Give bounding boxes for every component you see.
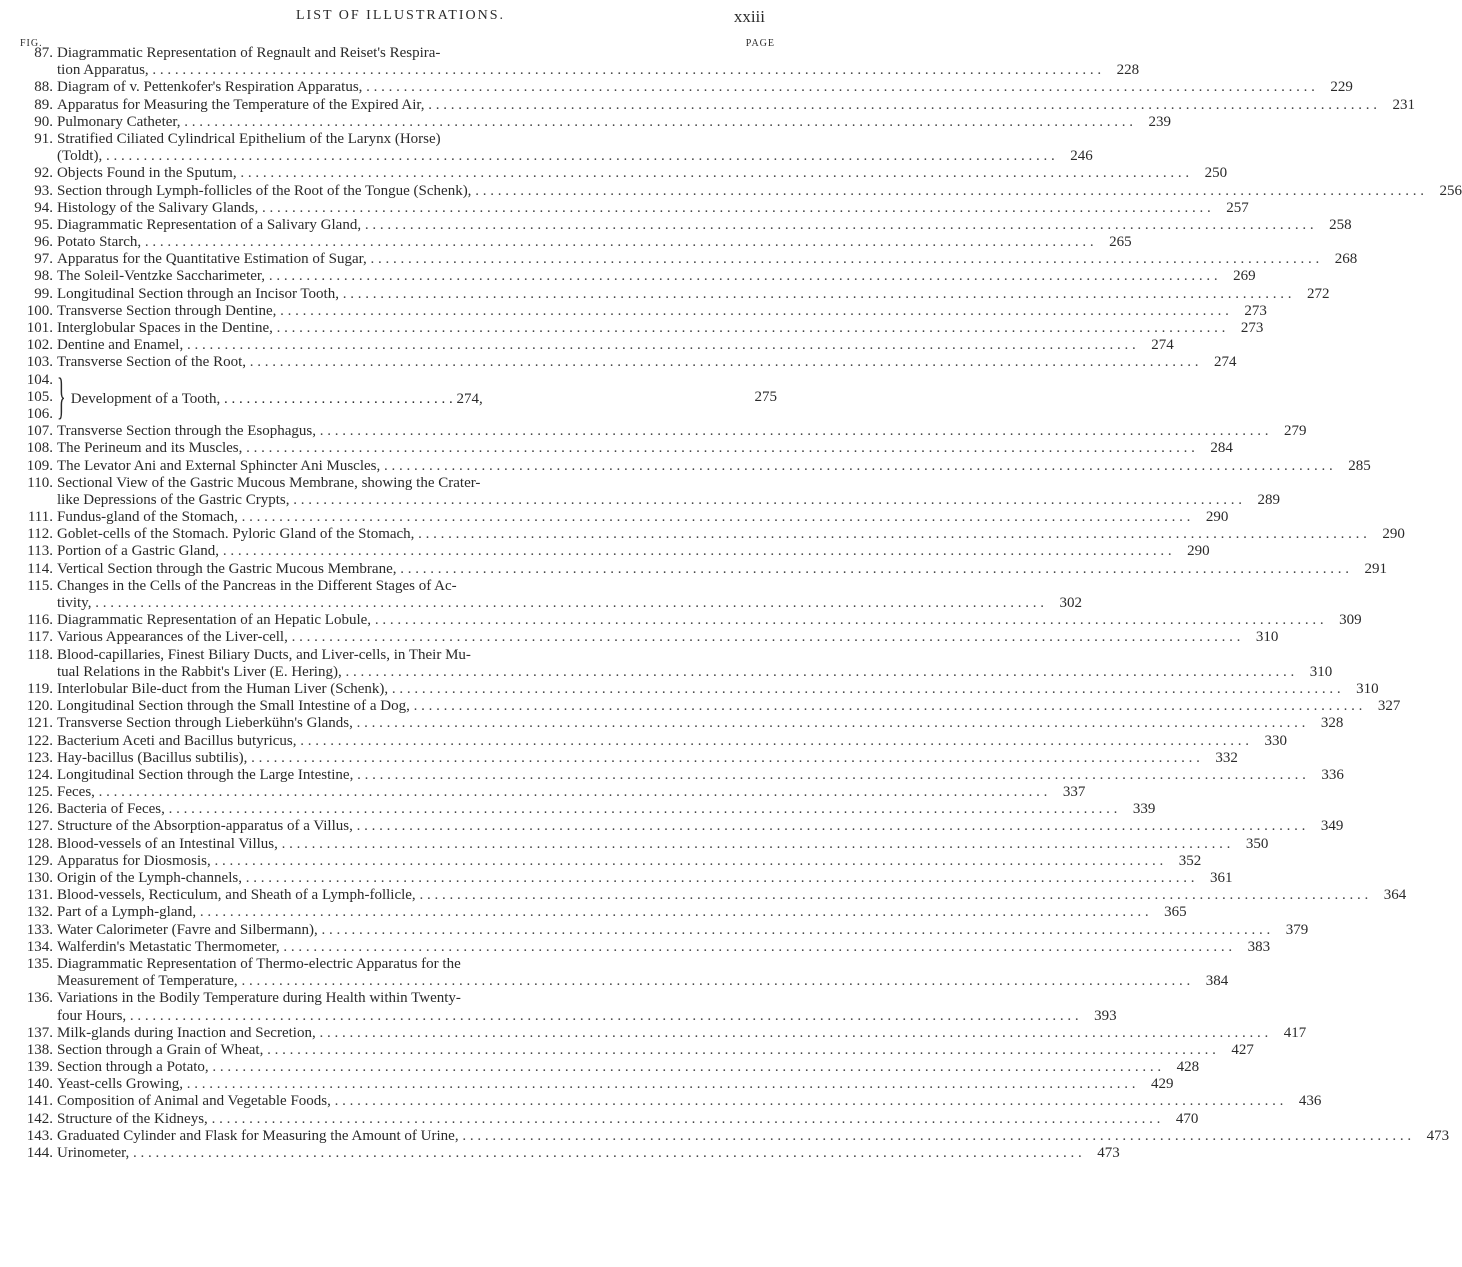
- figure-number: 142.: [26, 1110, 53, 1127]
- page-ref: 365: [1164, 904, 1187, 921]
- figure-number: 128.: [26, 835, 53, 852]
- figure-caption: Hay-bacillus (Bacillus subtilis), . . .: [57, 750, 1200, 767]
- toc-entry: [20, 302, 1267, 320]
- toc-entry: [20, 337, 1174, 354]
- page-ref: 269: [1233, 268, 1256, 285]
- figure-caption: Various Appearances of the Liver-cell, . . .: [57, 629, 1240, 646]
- toc-entry: [20, 96, 1416, 114]
- page-ref: 336: [1321, 766, 1344, 783]
- figure-caption: Milk-glands during Inaction and Secretion, . . .: [57, 1025, 1268, 1042]
- figure-number: 112.: [27, 526, 53, 543]
- figure-caption: Dentine and Enamel, . . .: [57, 337, 1136, 354]
- running-header: [0, 6, 801, 30]
- figure-number: 98.: [34, 268, 53, 285]
- page-ref: 274: [1151, 337, 1174, 354]
- figure-number: 97.: [34, 251, 53, 268]
- page-ref: [739, 956, 777, 973]
- figure-number: 92.: [34, 165, 53, 182]
- toc-entry: [20, 784, 1086, 801]
- figure-number: 131.: [26, 887, 53, 904]
- page-ref: 268: [1334, 251, 1358, 268]
- page-ref: 231: [1392, 96, 1416, 113]
- figure-number: 124.: [26, 766, 53, 783]
- figure-caption: four Hours, . . .: [57, 1008, 1079, 1025]
- figure-number: 118.: [27, 646, 53, 663]
- figure-number: 138.: [26, 1041, 53, 1058]
- figure-number: 123.: [26, 749, 53, 766]
- page-ref: 290: [1187, 543, 1210, 560]
- figure-number: [20, 62, 57, 79]
- figure-number: 132.: [26, 904, 53, 921]
- figure-caption: Apparatus for Measuring the Temperature of the Expired Air, . . .: [57, 97, 1377, 114]
- figure-caption-text: Development of a Tooth,: [67, 390, 221, 407]
- page-ref: 349: [1320, 818, 1344, 835]
- figure-number: 121.: [26, 715, 53, 732]
- figure-number: 129.: [26, 852, 53, 869]
- toc-entry: [20, 612, 1362, 629]
- toc-entry: [20, 663, 1333, 681]
- toc-entry: [20, 680, 1379, 698]
- figure-number: [20, 1008, 57, 1025]
- figure-caption: tual Relations in the Rabbit's Liver (E. Hering), . . .: [57, 664, 1294, 681]
- toc-entry: [20, 372, 777, 389]
- figure-caption: Transverse Section through Dentine, . . .: [57, 303, 1229, 320]
- page-ref: 291: [1364, 560, 1387, 577]
- figure-caption: like Depressions of the Gastric Crypts, . . .: [57, 492, 1242, 509]
- figure-number: 103.: [26, 354, 53, 371]
- page-ref: 284: [1210, 440, 1233, 457]
- page-ref: 384: [1205, 973, 1229, 990]
- page-ref: 352: [1178, 852, 1202, 869]
- toc-entry: [20, 1145, 1120, 1162]
- toc-entry: [20, 766, 1344, 784]
- page-ref: 361: [1209, 870, 1233, 886]
- toc-entry: [20, 285, 1330, 303]
- figure-number: 117.: [27, 629, 53, 646]
- figure-caption: Section through a Potato, . . .: [57, 1059, 1161, 1076]
- figure-number: 133.: [26, 921, 53, 938]
- figure-number: 137.: [26, 1024, 53, 1041]
- figure-number: 93.: [34, 182, 53, 199]
- toc-entry: [20, 457, 1371, 475]
- toc-entry: [20, 1110, 1199, 1128]
- page-ref: 427: [1231, 1041, 1254, 1058]
- page-ref: 332: [1215, 749, 1238, 766]
- figure-caption: Longitudinal Section through the Small Intestine of a Dog, . . .: [57, 698, 1362, 715]
- leader-dots: . . . . . . . . . . . . . . . . . . . . . . . . . . . . . . .: [220, 390, 457, 407]
- toc-entry: [20, 475, 777, 492]
- toc-entry: [20, 698, 1401, 715]
- page-number: xxiii: [733, 7, 765, 26]
- page-ref: 383: [1247, 938, 1271, 955]
- page-ref: 279: [1284, 423, 1307, 440]
- figure-caption: Pulmonary Catheter, . . .: [57, 114, 1133, 131]
- figure-caption: Diagrammatic Representation of a Salivary Gland, . . .: [57, 217, 1314, 234]
- toc-entry: [20, 990, 777, 1007]
- figure-number: 139.: [26, 1059, 53, 1076]
- toc-entry: [20, 595, 1082, 612]
- figure-caption: Transverse Section of the Root, . . .: [57, 354, 1199, 371]
- toc-entry: [20, 887, 1407, 904]
- figure-caption: Diagrammatic Representation of an Hepatic Lobule, . . .: [57, 612, 1324, 629]
- page-ref: 379: [1285, 921, 1309, 938]
- page-ref: 473: [1097, 1145, 1120, 1161]
- toc-entry: [20, 165, 1228, 182]
- figure-caption: [57, 367, 739, 424]
- toc-entry: [20, 440, 1233, 457]
- page-ref: 272: [1306, 285, 1330, 302]
- figure-caption: Measurement of Temperature, . . .: [57, 973, 1190, 990]
- page-ref: 310: [1356, 680, 1379, 697]
- toc-entry: [20, 354, 1237, 371]
- page-ref: 393: [1094, 1007, 1117, 1024]
- page-ref: 274: [1214, 354, 1237, 371]
- page-ref: 339: [1132, 801, 1156, 818]
- page-ref: 364: [1383, 887, 1407, 904]
- figure-caption: Blood-capillaries, Finest Biliary Ducts, and Liver-cells, in Their Mu-: [57, 646, 471, 663]
- toc-entry: [20, 131, 777, 148]
- toc-entry: [20, 870, 1233, 887]
- figure-number: 141.: [26, 1093, 53, 1110]
- toc-entry: [20, 1024, 1307, 1042]
- figure-number: [20, 148, 57, 165]
- figure-caption: Bacterium Aceti and Bacillus butyricus, . . .: [57, 733, 1249, 750]
- figure-caption: Apparatus for Diosmosis, . . .: [57, 853, 1163, 870]
- figure-caption: Transverse Section through the Esophagus, . . .: [57, 423, 1269, 440]
- figure-caption: Potato Starch, . . .: [57, 234, 1094, 251]
- figure-number: 89.: [34, 96, 53, 113]
- figure-caption: tivity, . . .: [57, 595, 1044, 612]
- toc-entry: [20, 62, 1140, 79]
- toc-entry: [20, 921, 1309, 939]
- figure-caption: [57, 372, 739, 389]
- toc-entry: [20, 1059, 1200, 1076]
- toc-entry: [20, 113, 1172, 131]
- page-ref: 327: [1377, 698, 1401, 715]
- figure-caption: tion Apparatus, . . .: [57, 62, 1101, 79]
- toc-entry: [20, 578, 777, 595]
- figure-caption: Diagrammatic Representation of Regnault and Reiset's Respira-: [57, 45, 441, 61]
- figure-caption: Portion of a Gastric Gland, . . .: [57, 543, 1172, 560]
- toc-entry: [20, 818, 1344, 835]
- figure-number: 87.: [34, 45, 53, 61]
- toc-entry: [20, 1093, 1322, 1110]
- toc-entry: [20, 509, 1229, 526]
- page-ref: 350: [1245, 835, 1269, 852]
- figure-caption: Vertical Section through the Gastric Mucous Membrane, . . .: [57, 561, 1349, 578]
- toc-entry: [20, 560, 1387, 578]
- toc-entry: [20, 491, 1280, 509]
- figure-caption: Diagram of v. Pettenkofer's Respiration Apparatus, . . .: [57, 79, 1315, 96]
- page-ref: [739, 647, 777, 664]
- toc-entry: [20, 45, 777, 62]
- figure-caption: The Soleil-Ventzke Saccharimeter, . . .: [57, 268, 1218, 285]
- page-ref: 258: [1329, 216, 1352, 233]
- toc-entry: [20, 938, 1271, 956]
- page-ref: 250: [1204, 165, 1228, 182]
- figure-number: 113.: [27, 543, 53, 560]
- toc-entry: [20, 320, 1264, 337]
- figure-caption: (Toldt), . . .: [57, 148, 1055, 165]
- page-ref: 257: [1226, 199, 1249, 216]
- toc-entry: [20, 251, 1358, 268]
- extra-page-ref: 274,: [456, 390, 483, 407]
- illustrations-list: [20, 45, 1462, 1162]
- figure-caption: Walferdin's Metastatic Thermometer, . . .: [57, 939, 1232, 956]
- figure-number: 91.: [34, 130, 53, 147]
- figure-number: 107.: [26, 423, 53, 440]
- page-ref: 417: [1283, 1024, 1307, 1041]
- page-ref: 275: [754, 388, 777, 405]
- figure-number: 109.: [26, 457, 53, 474]
- page-ref: 310: [1309, 663, 1333, 680]
- figure-number: 140.: [26, 1076, 53, 1093]
- figure-caption: Apparatus for the Quantitative Estimation of Sugar, . . .: [57, 251, 1319, 268]
- page-ref: 228: [1116, 62, 1140, 79]
- toc-entry: [20, 543, 1210, 560]
- toc-entry: [20, 715, 1344, 732]
- figure-caption: Transverse Section through Lieberkühn's Glands, . . .: [57, 715, 1305, 732]
- page-ref: [739, 990, 777, 1007]
- toc-entry: [20, 406, 777, 423]
- toc-entry: [20, 199, 1249, 217]
- figure-caption: Fundus-gland of the Stomach, . . .: [57, 509, 1190, 526]
- figure-number: [20, 664, 57, 681]
- toc-entry: [20, 423, 1307, 440]
- page-ref: 290: [1205, 509, 1229, 526]
- toc-entry: [20, 1127, 1450, 1145]
- figure-number: 127.: [26, 818, 53, 835]
- figure-number: 106.: [26, 405, 53, 422]
- figure-number: 95.: [34, 216, 53, 233]
- toc-entry: [20, 1076, 1174, 1093]
- toc-entry: [20, 79, 1353, 96]
- figure-caption: Interlobular Bile-duct from the Human Liver (Schenk), . . .: [57, 681, 1341, 698]
- figure-number: 100.: [26, 302, 53, 319]
- toc-entry: [20, 526, 1405, 543]
- toc-entry: [20, 749, 1238, 767]
- figure-caption: Urinometer, . . .: [57, 1145, 1082, 1162]
- figure-caption: Blood-vessels of an Intestinal Villus, . . .: [57, 836, 1230, 853]
- page-ref: 310: [1255, 629, 1279, 646]
- figure-caption: Longitudinal Section through an Incisor Tooth, . . .: [57, 286, 1291, 303]
- figure-number: [20, 595, 57, 612]
- figure-number: 99.: [34, 285, 53, 302]
- page-ref: 256: [1439, 182, 1462, 199]
- figure-number: 101.: [26, 320, 53, 336]
- toc-entry: [20, 956, 777, 973]
- brace-glyph: }: [57, 367, 66, 424]
- page-ref: 330: [1264, 732, 1288, 749]
- toc-entry: [20, 1007, 1117, 1025]
- figure-caption: Longitudinal Section through the Large Intestine, . . .: [57, 767, 1306, 784]
- figure-caption: Feces, . . .: [57, 784, 1047, 801]
- page-header-title: LIST OF ILLUSTRATIONS.: [295, 8, 506, 23]
- figure-number: 88.: [34, 79, 53, 96]
- figure-caption: Yeast-cells Growing, . . .: [57, 1076, 1135, 1093]
- figure-caption: Interglobular Spaces in the Dentine, . . .: [57, 320, 1225, 337]
- figure-caption: The Perineum and its Muscles, . . .: [57, 440, 1195, 457]
- figure-number: [20, 492, 57, 509]
- page-ref: 428: [1176, 1059, 1200, 1076]
- page-ref: 265: [1109, 234, 1132, 251]
- page-ref: [739, 475, 777, 492]
- page-ref: 246: [1070, 148, 1093, 165]
- toc-entry: [20, 148, 1093, 165]
- page-ref: [739, 372, 777, 389]
- figure-number: 143.: [26, 1127, 53, 1144]
- figure-number: 130.: [26, 870, 53, 886]
- figure-caption: Structure of the Kidneys, . . .: [57, 1111, 1160, 1128]
- toc-entry: [20, 1041, 1254, 1059]
- page-ref: 328: [1320, 715, 1344, 732]
- page-ref: 289: [1257, 491, 1280, 508]
- page-ref: 436: [1298, 1093, 1322, 1110]
- figure-caption: Changes in the Cells of the Pancreas in the Different Stages of Ac-: [57, 577, 457, 594]
- figure-caption: Structure of the Absorption-apparatus of a Villus, . . .: [57, 818, 1305, 835]
- figure-number: 104.: [26, 371, 53, 388]
- toc-entry: [20, 835, 1269, 853]
- figure-caption: Graduated Cylinder and Flask for Measuring the Amount of Urine, . . .: [57, 1128, 1411, 1145]
- figure-caption: Goblet-cells of the Stomach. Pyloric Gland of the Stomach, . . .: [57, 526, 1367, 543]
- page-ref: [739, 406, 777, 423]
- page-ref: 429: [1150, 1076, 1174, 1093]
- figure-number: 134.: [26, 938, 53, 955]
- page-ref: 302: [1059, 595, 1082, 611]
- figure-caption: Stratified Ciliated Cylindrical Epithelium of the Larynx (Horse): [57, 130, 441, 147]
- toc-entry: [20, 973, 1229, 990]
- page-ref: 229: [1330, 79, 1353, 96]
- toc-entry: [20, 732, 1288, 750]
- toc-entry: [20, 852, 1202, 870]
- toc-entry: [20, 234, 1132, 251]
- page-ref: 273: [1240, 320, 1264, 336]
- page-ref: [739, 45, 777, 62]
- figure-caption: Variations in the Bodily Temperature during Health within Twenty-: [57, 990, 461, 1007]
- figure-number: 114.: [27, 560, 53, 577]
- page-ref: 273: [1244, 302, 1267, 319]
- figure-number: 119.: [27, 680, 53, 697]
- figure-number: 144.: [26, 1145, 53, 1161]
- figure-caption: [57, 406, 739, 423]
- figure-number: 105.: [26, 388, 53, 405]
- figure-number: 120.: [26, 698, 53, 715]
- page-ref: 309: [1339, 612, 1362, 629]
- figure-caption: Composition of Animal and Vegetable Foods, . . .: [57, 1093, 1283, 1110]
- figure-number: 135.: [26, 955, 53, 972]
- figure-number: 116.: [27, 612, 53, 629]
- figure-number: 136.: [26, 990, 53, 1007]
- toc-entry: [20, 629, 1279, 646]
- page-ref: [739, 131, 777, 148]
- figure-caption: Water Calorimeter (Favre and Silbermann), . . .: [57, 922, 1270, 939]
- figure-caption: Histology of the Salivary Glands, . . .: [57, 200, 1211, 217]
- figure-number: [20, 973, 57, 990]
- toc-entry: [20, 182, 1462, 200]
- figure-caption: Diagrammatic Representation of Thermo-electric Apparatus for the: [57, 955, 461, 972]
- page-ref: 239: [1148, 113, 1172, 130]
- toc-entry: [20, 268, 1256, 285]
- figure-caption: Objects Found in the Sputum, . . .: [57, 165, 1189, 182]
- figure-caption: Blood-vessels, Recticulum, and Sheath of a Lymph-follicle, . . .: [57, 887, 1368, 904]
- figure-caption: Sectional View of the Gastric Mucous Membrane, showing the Crater-: [57, 474, 481, 491]
- figure-number: 96.: [34, 234, 53, 251]
- page-ref: [739, 578, 777, 595]
- page-ref: 337: [1062, 784, 1086, 801]
- figure-number: 126.: [26, 801, 53, 818]
- toc-entry: [20, 801, 1156, 818]
- figure-number: 90.: [34, 113, 53, 130]
- figure-number: 110.: [27, 474, 53, 491]
- page-ref: 290: [1382, 526, 1405, 543]
- figure-caption: Bacteria of Feces, . . .: [57, 801, 1117, 818]
- figure-caption: The Levator Ani and External Sphincter Ani Muscles, . . .: [57, 458, 1333, 475]
- page-column-label: PAGE: [745, 38, 775, 49]
- figure-number: 122.: [26, 732, 53, 749]
- toc-entry: [20, 647, 777, 664]
- page-ref: 473: [1426, 1127, 1450, 1144]
- figure-number: 108.: [26, 440, 53, 457]
- figure-caption: Section through a Grain of Wheat, . . .: [57, 1042, 1216, 1059]
- toc-entry: [20, 216, 1352, 234]
- figure-number: 102.: [26, 337, 53, 354]
- figure-caption: Section through Lymph-follicles of the Root of the Tongue (Schenk), . . .: [57, 183, 1424, 200]
- page-ref: 470: [1175, 1110, 1199, 1127]
- figure-number: 94.: [34, 199, 53, 216]
- figure-number: 115.: [27, 577, 53, 594]
- page-ref: 285: [1348, 457, 1371, 474]
- fig-column-label: FIG.: [20, 38, 43, 49]
- toc-entry: [20, 904, 1187, 921]
- figure-number: 111.: [27, 509, 53, 526]
- figure-number: 125.: [26, 784, 53, 801]
- figure-caption: Part of a Lymph-gland, . . .: [57, 904, 1149, 921]
- figure-caption: Origin of the Lymph-channels, . . .: [57, 870, 1194, 887]
